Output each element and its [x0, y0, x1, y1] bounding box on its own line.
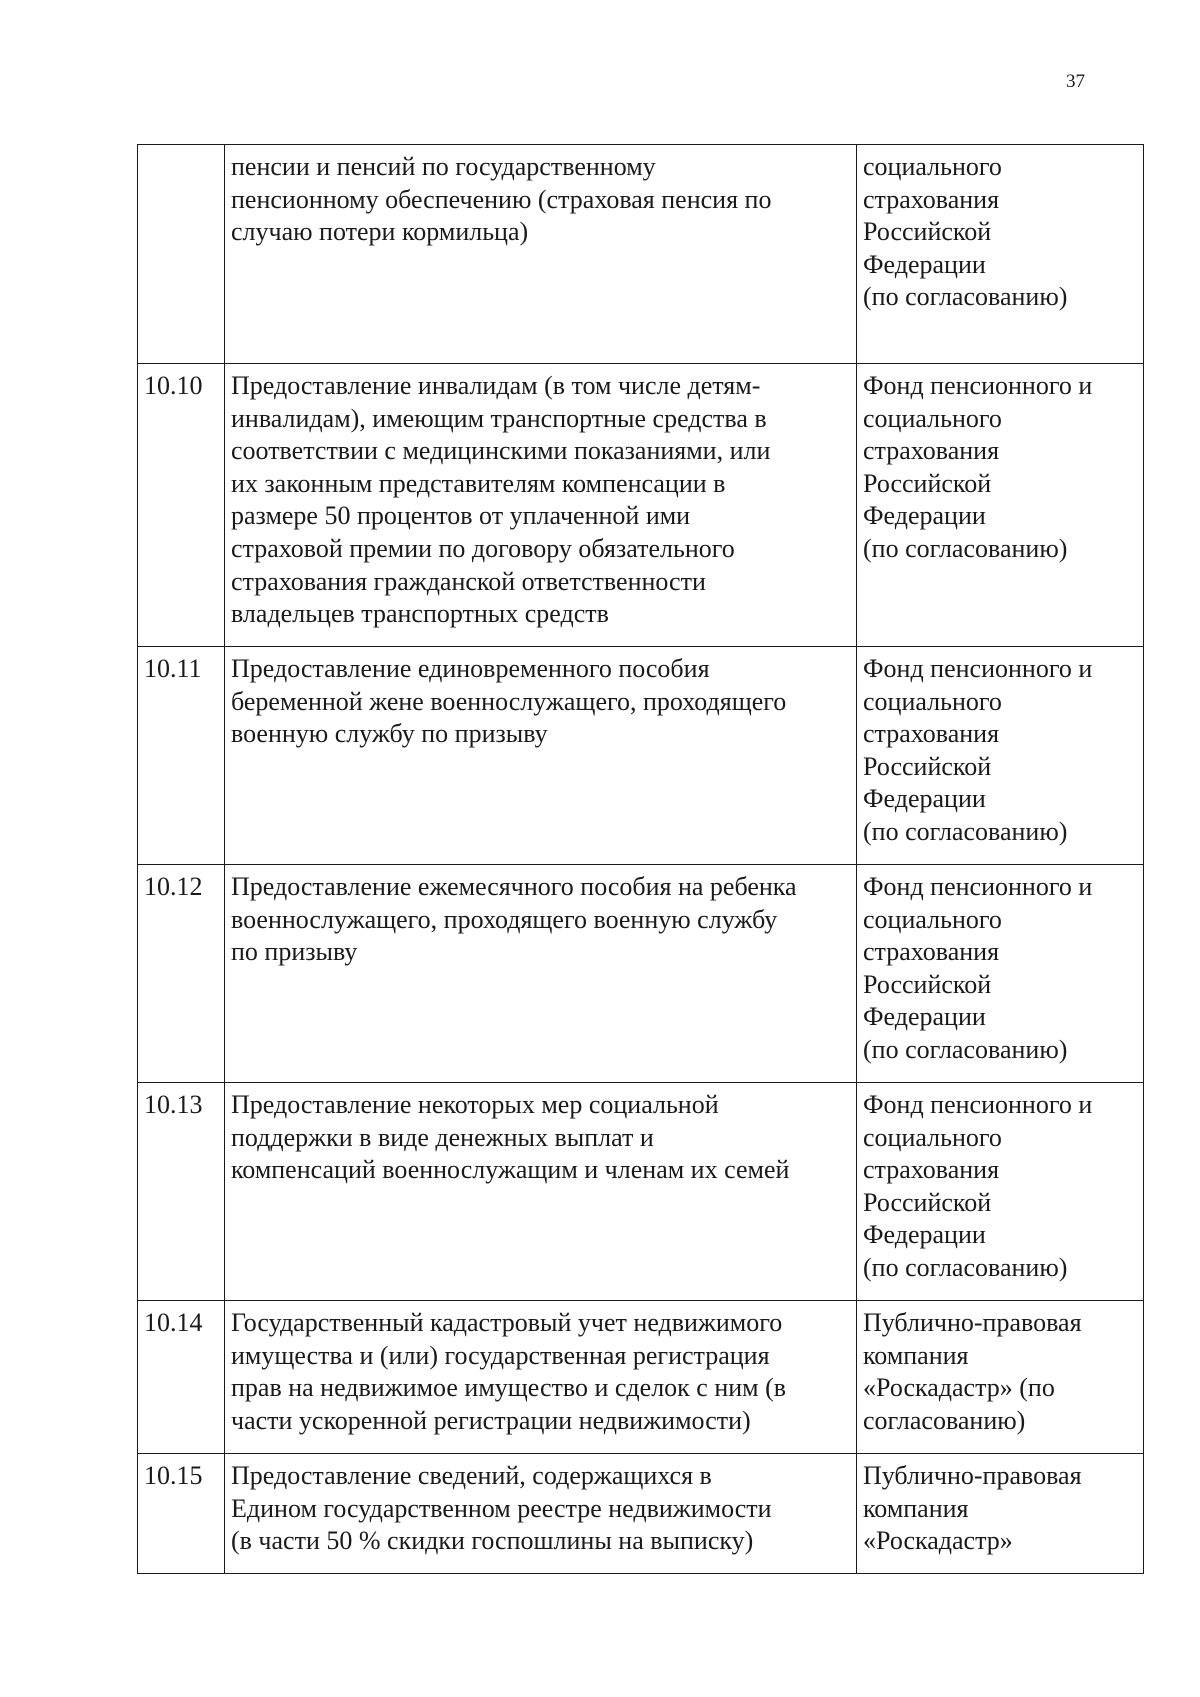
description-line: Государственный кадастровый учет недвижимого — [231, 1308, 783, 1337]
table-row — [138, 647, 1144, 865]
row-number-cell: 10.14 — [138, 1301, 225, 1454]
service-description-cell — [225, 145, 857, 364]
description-line: компенсаций военнослужащим и членам их семей — [231, 1155, 790, 1185]
organization-line: социального — [863, 152, 1002, 181]
description-line: Предоставление сведений, содержащихся в — [231, 1461, 712, 1490]
description-line: Едином государственном реестре недвижимости — [231, 1493, 772, 1523]
organization-line: Фонд пенсионного и — [863, 872, 1093, 901]
organization-line: Федерации — [863, 784, 986, 814]
organization-line: Российской — [863, 468, 992, 498]
organization-line: страхования — [863, 937, 1000, 967]
organization-line: страхования — [863, 436, 1000, 466]
organization-line: Российской — [863, 751, 992, 781]
organization-cell — [857, 145, 1144, 364]
organization-line: Публично-правовая — [863, 1308, 1082, 1337]
description-line: соответствии с медицинскими показаниями, или — [231, 436, 771, 466]
description-line: по призыву — [231, 937, 358, 967]
organization-line: (по согласованию) — [863, 282, 1068, 312]
description-line: имущества и (или) государственная регистрация — [231, 1340, 770, 1370]
services-table — [137, 144, 1144, 1574]
description-line: беременной жене военнослужащего, проходящего — [231, 686, 787, 716]
organization-line: социального — [863, 904, 1002, 934]
organization-line: страхования — [863, 1155, 1000, 1185]
row-number-cell — [138, 145, 225, 364]
organization-cell — [857, 865, 1144, 1083]
description-line: военную службу по призыву — [231, 719, 548, 749]
row-number-cell: 10.12 — [138, 865, 225, 1083]
organization-line: Федерации — [863, 1002, 986, 1032]
page-number: 37 — [1066, 71, 1085, 92]
organization-line: страхования — [863, 184, 1000, 214]
organization-line: Публично-правовая — [863, 1461, 1082, 1490]
organization-line: Фонд пенсионного и — [863, 654, 1093, 683]
organization-line: (по согласованию) — [863, 1034, 1068, 1064]
row-number-cell: 10.10 — [138, 364, 225, 647]
table-row — [138, 1454, 1144, 1574]
organization-line: (по согласованию) — [863, 533, 1068, 563]
description-line: пенсии и пенсий по государственному — [231, 152, 656, 181]
description-line: страховой премии по договору обязательного — [231, 533, 735, 563]
description-line: прав на недвижимое имущество и сделок с ним (в — [231, 1373, 787, 1403]
description-line: Предоставление инвалидам (в том числе детям- — [231, 371, 761, 400]
organization-line: «Роскадастр» — [863, 1526, 1013, 1556]
service-description-cell — [225, 865, 857, 1083]
description-line: пенсионному обеспечению (страховая пенсия по — [231, 184, 772, 214]
organization-line: Федерации — [863, 249, 986, 279]
organization-line: компания — [863, 1493, 969, 1523]
organization-line: социального — [863, 686, 1002, 716]
organization-line: Российской — [863, 969, 992, 999]
organization-line: (по согласованию) — [863, 816, 1068, 846]
description-line: (в части 50 % скидки госпошлины на выписку) — [231, 1526, 754, 1556]
service-description-cell — [225, 1083, 857, 1301]
organization-line: Фонд пенсионного и — [863, 371, 1093, 400]
description-line: Предоставление единовременного пособия — [231, 654, 710, 683]
organization-line: Фонд пенсионного и — [863, 1090, 1093, 1119]
row-number-cell: 10.15 — [138, 1454, 225, 1574]
organization-line: Российской — [863, 1187, 992, 1217]
table-row — [138, 1083, 1144, 1301]
service-description-cell — [225, 1301, 857, 1454]
description-line: инвалидам), имеющим транспортные средства в — [231, 403, 767, 433]
organization-cell — [857, 364, 1144, 647]
description-line: поддержки в виде денежных выплат и — [231, 1122, 654, 1152]
description-line: владельцев транспортных средств — [231, 599, 609, 629]
description-line: случаю потери кормильца) — [231, 217, 529, 247]
table-row — [138, 865, 1144, 1083]
service-description-cell — [225, 647, 857, 865]
table-row — [138, 145, 1144, 364]
organization-line: Федерации — [863, 1220, 986, 1250]
organization-line: компания — [863, 1340, 969, 1370]
organization-cell — [857, 1301, 1144, 1454]
organization-cell — [857, 1454, 1144, 1574]
service-description-cell — [225, 1454, 857, 1574]
description-line: Предоставление ежемесячного пособия на ребенка — [231, 872, 797, 901]
table-row — [138, 364, 1144, 647]
description-line: страхования гражданской ответственности — [231, 566, 706, 596]
organization-line: страхования — [863, 719, 1000, 749]
description-line: военнослужащего, проходящего военную службу — [231, 904, 778, 934]
row-number-cell: 10.13 — [138, 1083, 225, 1301]
organization-line: «Роскадастр» (по — [863, 1373, 1055, 1403]
organization-line: Российской — [863, 217, 992, 247]
organization-line: согласованию) — [863, 1405, 1026, 1435]
service-description-cell — [225, 364, 857, 647]
organization-line: (по согласованию) — [863, 1252, 1068, 1282]
organization-line: Федерации — [863, 501, 986, 531]
table-row — [138, 1301, 1144, 1454]
organization-line: социального — [863, 1122, 1002, 1152]
organization-cell — [857, 1083, 1144, 1301]
description-line: части ускоренной регистрации недвижимости) — [231, 1405, 751, 1435]
organization-line: социального — [863, 403, 1002, 433]
description-line: размере 50 процентов от уплаченной ими — [231, 501, 691, 531]
organization-cell — [857, 647, 1144, 865]
description-line: Предоставление некоторых мер социальной — [231, 1090, 719, 1119]
description-line: их законным представителям компенсации в — [231, 468, 726, 498]
row-number-cell: 10.11 — [138, 647, 225, 865]
